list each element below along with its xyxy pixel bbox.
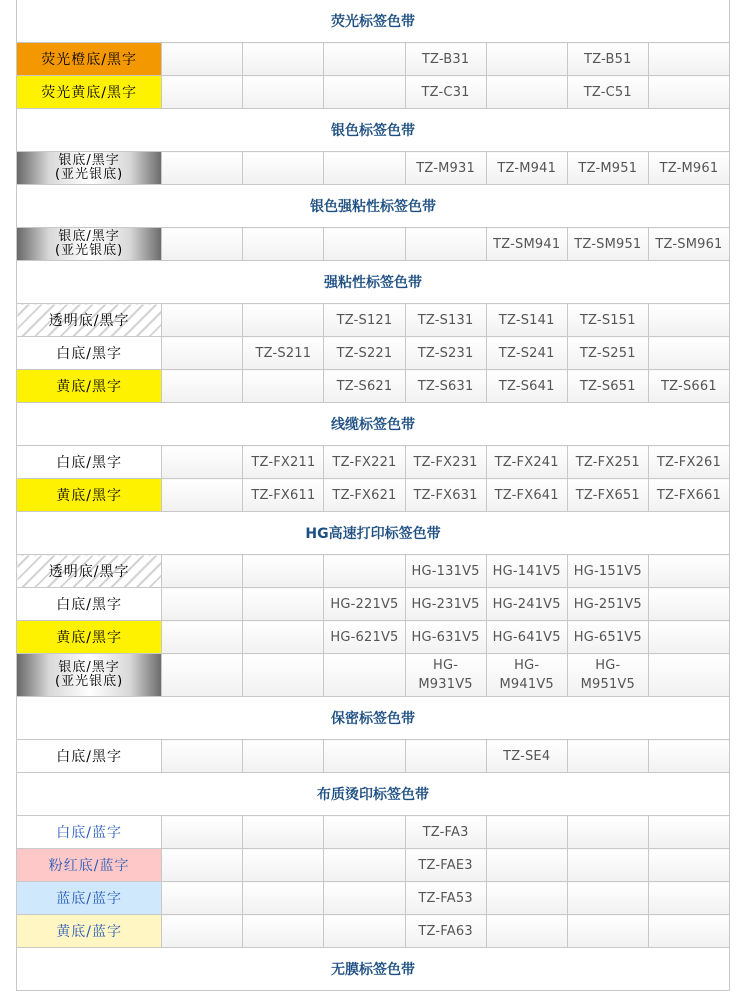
color-swatch-label — [17, 588, 162, 621]
color-swatch-label — [17, 882, 162, 915]
color-name: 荧光橙底/黑字 — [41, 52, 137, 68]
section-header — [17, 512, 730, 555]
empty-cell — [243, 816, 324, 849]
empty-cell — [648, 654, 729, 697]
model-cell: TZ-S211 — [243, 337, 324, 370]
empty-cell — [648, 882, 729, 915]
color-name: 银底/黑字 — [58, 153, 120, 168]
color-swatch-label — [17, 43, 162, 76]
empty-cell — [162, 43, 243, 76]
color-name: 黄底/黑字 — [56, 630, 122, 646]
section-title: 荧光标签色带 — [17, 0, 730, 43]
empty-cell — [162, 849, 243, 882]
color-name: 荧光黄底/黑字 — [41, 85, 137, 101]
section-header — [17, 0, 730, 43]
empty-cell — [324, 849, 405, 882]
empty-cell — [648, 740, 729, 773]
empty-cell — [162, 654, 243, 697]
model-cell: TZ-FA53 — [405, 882, 486, 915]
section-header — [17, 948, 730, 991]
model-suffix: M931V5 — [418, 677, 473, 692]
color-name: 蓝底/蓝字 — [56, 891, 122, 907]
empty-cell — [486, 915, 567, 948]
model-cell: TZ-S651 — [567, 370, 648, 403]
empty-cell — [243, 740, 324, 773]
color-swatch-label — [17, 337, 162, 370]
empty-cell — [324, 43, 405, 76]
model-cell: TZ-S621 — [324, 370, 405, 403]
model-cell: TZ-FX261 — [648, 446, 729, 479]
section-title: 无膜标签色带 — [17, 948, 730, 991]
empty-cell — [486, 816, 567, 849]
section-header — [17, 261, 730, 304]
model-cell: TZ-S661 — [648, 370, 729, 403]
color-name: 银底/黑字 — [58, 229, 120, 244]
model-cell: TZ-S121 — [324, 304, 405, 337]
model-cell — [486, 654, 567, 697]
empty-cell — [162, 370, 243, 403]
empty-cell — [162, 337, 243, 370]
model-cell: TZ-FX621 — [324, 479, 405, 512]
color-swatch-label — [17, 76, 162, 109]
empty-cell — [243, 43, 324, 76]
color-name: 透明底/黑字 — [48, 564, 130, 580]
model-cell: TZ-S141 — [486, 304, 567, 337]
model-suffix: M951V5 — [580, 677, 635, 692]
model-cell: TZ-FX211 — [243, 446, 324, 479]
color-name: 白底/黑字 — [56, 455, 122, 471]
model-cell: HG-241V5 — [486, 588, 567, 621]
color-name: 粉红底/蓝字 — [48, 858, 130, 874]
empty-cell — [648, 816, 729, 849]
empty-cell — [486, 43, 567, 76]
empty-cell — [243, 654, 324, 697]
tape-catalog — [16, 0, 730, 991]
color-subname: (亚光银底) — [55, 167, 124, 182]
empty-cell — [567, 740, 648, 773]
model-cell: TZ-FX231 — [405, 446, 486, 479]
model-cell: TZ-S131 — [405, 304, 486, 337]
color-swatch-label — [17, 740, 162, 773]
empty-cell — [324, 654, 405, 697]
color-name: 黄底/黑字 — [56, 488, 122, 504]
model-cell: TZ-SM941 — [486, 228, 567, 261]
empty-cell — [324, 152, 405, 185]
model-cell: TZ-S151 — [567, 304, 648, 337]
tape-row — [17, 43, 730, 76]
model-cell: TZ-M951 — [567, 152, 648, 185]
section-title: 保密标签色带 — [17, 697, 730, 740]
empty-cell — [648, 43, 729, 76]
model-cell: TZ-S221 — [324, 337, 405, 370]
model-cell: HG-651V5 — [567, 621, 648, 654]
tape-row — [17, 370, 730, 403]
model-cell: TZ-B51 — [567, 43, 648, 76]
tape-row — [17, 304, 730, 337]
model-cell: HG-641V5 — [486, 621, 567, 654]
empty-cell — [648, 849, 729, 882]
section-header — [17, 697, 730, 740]
tape-row — [17, 882, 730, 915]
empty-cell — [243, 915, 324, 948]
model-cell: TZ-C31 — [405, 76, 486, 109]
color-name: 白底/黑字 — [56, 346, 122, 362]
empty-cell — [405, 228, 486, 261]
model-cell: TZ-SM951 — [567, 228, 648, 261]
color-name: 透明底/黑字 — [48, 313, 130, 329]
model-cell: TZ-FX221 — [324, 446, 405, 479]
model-prefix: HG- — [433, 658, 459, 673]
empty-cell — [243, 304, 324, 337]
color-swatch-label — [17, 816, 162, 849]
model-cell: TZ-S641 — [486, 370, 567, 403]
model-cell: TZ-FX641 — [486, 479, 567, 512]
empty-cell — [162, 882, 243, 915]
color-swatch-label — [17, 446, 162, 479]
empty-cell — [405, 740, 486, 773]
empty-cell — [162, 304, 243, 337]
model-cell: TZ-S631 — [405, 370, 486, 403]
section-header — [17, 185, 730, 228]
tape-row — [17, 816, 730, 849]
empty-cell — [324, 816, 405, 849]
section-title: HG高速打印标签色带 — [17, 512, 730, 555]
empty-cell — [162, 621, 243, 654]
empty-cell — [243, 588, 324, 621]
color-name: 银底/黑字 — [58, 660, 120, 675]
empty-cell — [162, 555, 243, 588]
model-cell: TZ-FX241 — [486, 446, 567, 479]
color-swatch-label — [17, 479, 162, 512]
empty-cell — [243, 849, 324, 882]
section-title: 线缆标签色带 — [17, 403, 730, 446]
empty-cell — [486, 849, 567, 882]
color-subname: (亚光银底) — [55, 243, 124, 258]
color-swatch-label — [17, 654, 162, 697]
model-cell: TZ-FA3 — [405, 816, 486, 849]
model-cell: TZ-FA63 — [405, 915, 486, 948]
empty-cell — [567, 816, 648, 849]
empty-cell — [162, 76, 243, 109]
model-cell: TZ-C51 — [567, 76, 648, 109]
empty-cell — [324, 915, 405, 948]
empty-cell — [162, 228, 243, 261]
model-cell: HG-251V5 — [567, 588, 648, 621]
model-cell — [567, 654, 648, 697]
color-name: 黄底/蓝字 — [56, 924, 122, 940]
empty-cell — [243, 152, 324, 185]
empty-cell — [243, 555, 324, 588]
empty-cell — [243, 228, 324, 261]
empty-cell — [648, 555, 729, 588]
model-cell: HG-621V5 — [324, 621, 405, 654]
model-cell: TZ-S231 — [405, 337, 486, 370]
empty-cell — [567, 882, 648, 915]
model-cell: HG-131V5 — [405, 555, 486, 588]
tape-row — [17, 915, 730, 948]
model-cell: TZ-FX661 — [648, 479, 729, 512]
model-cell: TZ-FX651 — [567, 479, 648, 512]
empty-cell — [162, 446, 243, 479]
empty-cell — [648, 915, 729, 948]
empty-cell — [243, 76, 324, 109]
model-cell: TZ-M941 — [486, 152, 567, 185]
color-name: 黄底/黑字 — [56, 379, 122, 395]
empty-cell — [162, 152, 243, 185]
section-title: 银色标签色带 — [17, 109, 730, 152]
model-cell: TZ-FX611 — [243, 479, 324, 512]
model-cell: HG-631V5 — [405, 621, 486, 654]
section-title: 强粘性标签色带 — [17, 261, 730, 304]
color-swatch-label — [17, 370, 162, 403]
empty-cell — [324, 555, 405, 588]
model-cell: TZ-M961 — [648, 152, 729, 185]
empty-cell — [243, 370, 324, 403]
model-cell: TZ-S251 — [567, 337, 648, 370]
section-title: 布质烫印标签色带 — [17, 773, 730, 816]
empty-cell — [648, 76, 729, 109]
model-cell: TZ-M931 — [405, 152, 486, 185]
section-header — [17, 773, 730, 816]
model-cell: TZ-S241 — [486, 337, 567, 370]
empty-cell — [162, 740, 243, 773]
color-swatch-label — [17, 849, 162, 882]
empty-cell — [567, 849, 648, 882]
model-cell — [405, 654, 486, 697]
empty-cell — [162, 915, 243, 948]
empty-cell — [486, 76, 567, 109]
empty-cell — [486, 882, 567, 915]
tape-row — [17, 337, 730, 370]
tape-row — [17, 588, 730, 621]
color-swatch-label — [17, 152, 162, 185]
model-cell: HG-151V5 — [567, 555, 648, 588]
empty-cell — [324, 228, 405, 261]
tape-row — [17, 621, 730, 654]
model-suffix: M941V5 — [499, 677, 554, 692]
tape-row — [17, 479, 730, 512]
empty-cell — [162, 588, 243, 621]
empty-cell — [648, 621, 729, 654]
color-name: 白底/黑字 — [56, 597, 122, 613]
section-header — [17, 403, 730, 446]
model-cell: HG-221V5 — [324, 588, 405, 621]
model-cell: TZ-FX251 — [567, 446, 648, 479]
model-cell: TZ-SM961 — [648, 228, 729, 261]
empty-cell — [648, 337, 729, 370]
color-name: 白底/蓝字 — [56, 825, 122, 841]
model-prefix: HG- — [514, 658, 540, 673]
empty-cell — [648, 304, 729, 337]
empty-cell — [243, 621, 324, 654]
empty-cell — [648, 588, 729, 621]
model-cell: TZ-SE4 — [486, 740, 567, 773]
tape-row — [17, 446, 730, 479]
empty-cell — [324, 76, 405, 109]
tape-row — [17, 555, 730, 588]
tape-row — [17, 152, 730, 185]
empty-cell — [162, 479, 243, 512]
model-prefix: HG- — [595, 658, 621, 673]
tape-row — [17, 228, 730, 261]
tape-row — [17, 849, 730, 882]
empty-cell — [162, 816, 243, 849]
empty-cell — [324, 740, 405, 773]
model-cell: HG-231V5 — [405, 588, 486, 621]
tape-row — [17, 654, 730, 697]
model-cell: TZ-FX631 — [405, 479, 486, 512]
color-swatch-label — [17, 228, 162, 261]
empty-cell — [243, 882, 324, 915]
color-swatch-label — [17, 304, 162, 337]
tape-row — [17, 740, 730, 773]
model-cell: TZ-B31 — [405, 43, 486, 76]
empty-cell — [324, 882, 405, 915]
model-cell: TZ-FAE3 — [405, 849, 486, 882]
color-swatch-label — [17, 915, 162, 948]
model-cell: HG-141V5 — [486, 555, 567, 588]
color-swatch-label — [17, 555, 162, 588]
section-header — [17, 109, 730, 152]
tape-row — [17, 76, 730, 109]
section-title: 银色强粘性标签色带 — [17, 185, 730, 228]
color-subname: (亚光银底) — [55, 674, 124, 689]
empty-cell — [567, 915, 648, 948]
tape-table — [16, 0, 730, 991]
color-swatch-label — [17, 621, 162, 654]
color-name: 白底/黑字 — [56, 749, 122, 765]
